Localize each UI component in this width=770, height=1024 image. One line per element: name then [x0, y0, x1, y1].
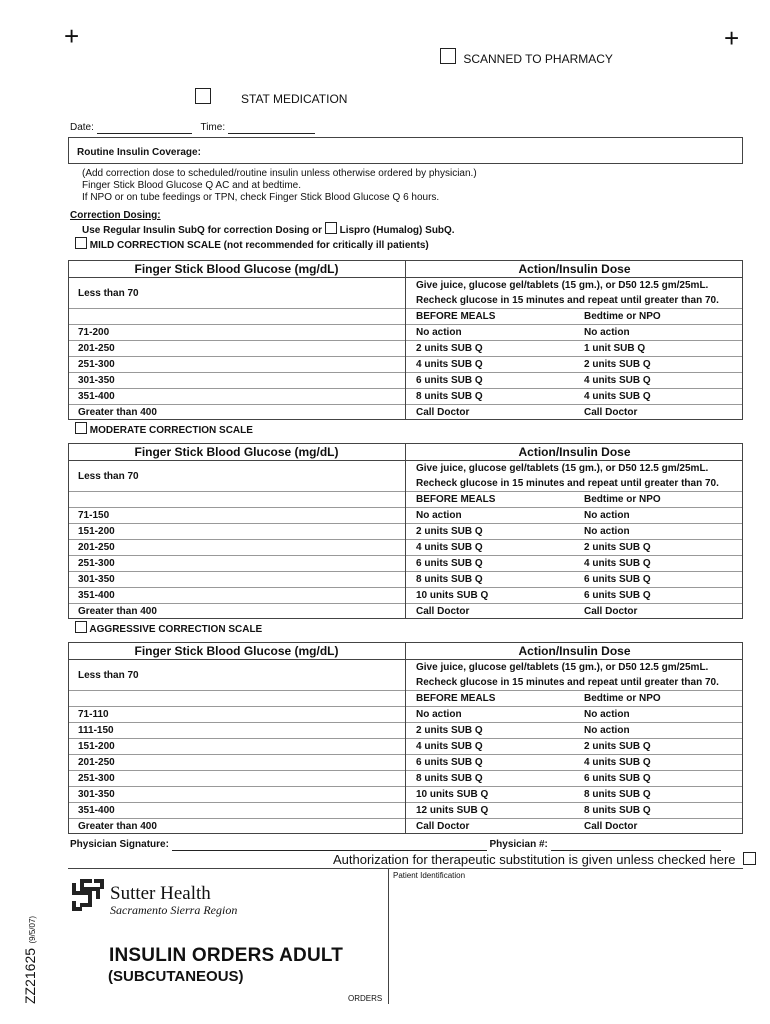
glucose-range-cell: Greater than 400	[68, 405, 406, 421]
table-row	[68, 389, 743, 405]
physician-number-label: Physician #:	[489, 839, 548, 850]
moderate-scale-option	[75, 422, 253, 436]
bedtime-dose-cell: 4 units SUB Q	[574, 389, 743, 405]
less-than-70-cell: Less than 70	[68, 461, 406, 492]
aggressive-label: AGGRESSIVE CORRECTION SCALE	[89, 624, 263, 635]
registration-mark-right: +	[724, 23, 740, 53]
before-meals-dose-cell: Call Doctor	[406, 604, 575, 620]
before-meals-dose-cell: No action	[406, 707, 575, 723]
glucose-range-cell: 251-300	[68, 771, 406, 787]
routine-instructions	[82, 168, 477, 204]
bedtime-dose-cell: 8 units SUB Q	[574, 803, 743, 819]
signature-label: Physician Signature:	[70, 839, 169, 850]
glucose-range-cell: 251-300	[68, 357, 406, 373]
bedtime-dose-cell: No action	[574, 508, 743, 524]
routine-coverage-title: Routine Insulin Coverage:	[77, 147, 201, 158]
col-action-header: Action/Insulin Dose	[406, 260, 744, 278]
glucose-range-cell: 201-250	[68, 341, 406, 357]
before-meals-header: BEFORE MEALS	[406, 309, 575, 325]
form-code: ZZ21625	[22, 947, 38, 1004]
table-row	[68, 540, 743, 556]
col-glucose-header: Finger Stick Blood Glucose (mg/dL)	[68, 260, 406, 278]
scanned-checkbox[interactable]	[440, 48, 456, 64]
glucose-range-cell: 71-150	[68, 508, 406, 524]
before-meals-dose-cell: 10 units SUB Q	[406, 588, 575, 604]
routine-line-2: Finger Stick Blood Glucose Q AC and at bedtime.	[82, 180, 301, 191]
before-meals-dose-cell: 4 units SUB Q	[406, 739, 575, 755]
form-title: INSULIN ORDERS ADULT	[109, 945, 344, 966]
blank-cell	[68, 492, 406, 508]
lispro-checkbox[interactable]	[325, 222, 337, 234]
bedtime-dose-cell: Call Doctor	[574, 405, 743, 421]
correction-instruction-b: Lispro (Humalog) SubQ.	[339, 225, 455, 236]
col-glucose-header: Finger Stick Blood Glucose (mg/dL)	[68, 443, 406, 461]
table-row	[68, 556, 743, 572]
date-field[interactable]	[97, 122, 192, 134]
correction-dosing-title: Correction Dosing:	[70, 210, 161, 221]
patient-identification-label: Patient Identification	[393, 871, 466, 880]
table-row	[68, 819, 743, 835]
before-meals-dose-cell: 8 units SUB Q	[406, 771, 575, 787]
correction-instruction-a: Use Regular Insulin SubQ for correction Dosing or	[82, 225, 323, 236]
aggressive-checkbox[interactable]	[75, 621, 87, 633]
glucose-range-cell: 151-200	[68, 524, 406, 540]
mild-scale-table	[68, 260, 743, 420]
bedtime-dose-cell: 8 units SUB Q	[574, 787, 743, 803]
before-meals-dose-cell: 6 units SUB Q	[406, 755, 575, 771]
registration-mark-left: +	[64, 21, 80, 51]
glucose-range-cell: 301-350	[68, 373, 406, 389]
routine-line-1: (Add correction dose to scheduled/routine insulin unless otherwise ordered by physician.)	[82, 168, 477, 179]
glucose-range-cell: 201-250	[68, 755, 406, 771]
table-row	[68, 771, 743, 787]
bedtime-dose-cell: No action	[574, 325, 743, 341]
bedtime-dose-cell: 6 units SUB Q	[574, 572, 743, 588]
before-meals-dose-cell: Call Doctor	[406, 405, 575, 421]
table-row	[68, 723, 743, 739]
bedtime-npo-header: Bedtime or NPO	[574, 309, 743, 325]
bedtime-dose-cell: 4 units SUB Q	[574, 373, 743, 389]
table-row	[68, 588, 743, 604]
glucose-range-cell: 351-400	[68, 803, 406, 819]
mild-scale-option	[75, 237, 429, 251]
signature-row	[70, 839, 721, 851]
before-meals-dose-cell: 2 units SUB Q	[406, 341, 575, 357]
orders-label: ORDERS	[348, 994, 383, 1003]
time-label: Time:	[200, 122, 226, 133]
glucose-range-cell: 201-250	[68, 540, 406, 556]
authorization-text: Authorization for therapeutic substitution is given unless checked here	[333, 852, 736, 867]
table-row	[68, 803, 743, 819]
footer-vertical-divider	[388, 868, 389, 1004]
table-row	[68, 373, 743, 389]
table-row	[68, 508, 743, 524]
aggressive-scale-table	[68, 642, 743, 834]
less-than-70-cell: Less than 70	[68, 278, 406, 309]
glucose-range-cell: 351-400	[68, 588, 406, 604]
before-meals-dose-cell: 4 units SUB Q	[406, 357, 575, 373]
col-action-header: Action/Insulin Dose	[406, 642, 744, 660]
bedtime-dose-cell: 2 units SUB Q	[574, 357, 743, 373]
glucose-range-cell: 351-400	[68, 389, 406, 405]
table-row	[68, 325, 743, 341]
blank-cell	[68, 691, 406, 707]
physician-number-field[interactable]	[551, 839, 721, 851]
table-row	[68, 604, 743, 620]
glucose-range-cell: 251-300	[68, 556, 406, 572]
glucose-range-cell: 301-350	[68, 787, 406, 803]
before-meals-dose-cell: Call Doctor	[406, 819, 575, 835]
before-meals-dose-cell: No action	[406, 508, 575, 524]
blank-cell	[68, 309, 406, 325]
table-row	[68, 739, 743, 755]
bedtime-dose-cell: 4 units SUB Q	[574, 556, 743, 572]
before-meals-dose-cell: 8 units SUB Q	[406, 389, 575, 405]
before-meals-header: BEFORE MEALS	[406, 492, 575, 508]
glucose-range-cell: 301-350	[68, 572, 406, 588]
before-meals-dose-cell: 6 units SUB Q	[406, 373, 575, 389]
glucose-range-cell: Greater than 400	[68, 604, 406, 620]
bedtime-dose-cell: Call Doctor	[574, 604, 743, 620]
table-row	[68, 524, 743, 540]
less-than-70-cell: Less than 70	[68, 660, 406, 691]
signature-field[interactable]	[172, 839, 487, 851]
table-row	[68, 572, 743, 588]
glucose-range-cell: 71-110	[68, 707, 406, 723]
bedtime-dose-cell: 2 units SUB Q	[574, 540, 743, 556]
bedtime-npo-header: Bedtime or NPO	[574, 492, 743, 508]
bedtime-dose-cell: 4 units SUB Q	[574, 755, 743, 771]
glucose-range-cell: 151-200	[68, 739, 406, 755]
glucose-range-cell: 111-150	[68, 723, 406, 739]
before-meals-dose-cell: 2 units SUB Q	[406, 524, 575, 540]
form-code-vertical	[22, 914, 40, 1004]
authorization-checkbox[interactable]	[743, 852, 756, 865]
bedtime-dose-cell: 6 units SUB Q	[574, 771, 743, 787]
table-row	[68, 707, 743, 723]
routine-coverage-box[interactable]	[68, 137, 743, 164]
scanned-label: SCANNED TO PHARMACY	[463, 52, 613, 66]
moderate-checkbox[interactable]	[75, 422, 87, 434]
routine-line-3: If NPO or on tube feedings or TPN, check Finger Stick Blood Glucose Q 6 hours.	[82, 192, 440, 203]
hypoglycemia-line-1: Give juice, glucose gel/tablets (15 gm.), or D50 12.5 gm/25mL.	[416, 280, 709, 291]
footer-divider	[68, 868, 743, 869]
form-date: (9/5/07)	[28, 915, 37, 944]
scanned-to-pharmacy	[440, 48, 613, 66]
aggressive-scale-option	[75, 621, 262, 635]
before-meals-dose-cell: No action	[406, 325, 575, 341]
logo-region: Sacramento Sierra Region	[110, 903, 238, 917]
logo-name: Sutter Health	[110, 883, 211, 904]
before-meals-dose-cell: 4 units SUB Q	[406, 540, 575, 556]
bedtime-dose-cell: 6 units SUB Q	[574, 588, 743, 604]
before-meals-dose-cell: 6 units SUB Q	[406, 556, 575, 572]
date-label: Date:	[70, 122, 94, 133]
bedtime-dose-cell: No action	[574, 723, 743, 739]
col-glucose-header: Finger Stick Blood Glucose (mg/dL)	[68, 642, 406, 660]
hypoglycemia-line-1: Give juice, glucose gel/tablets (15 gm.), or D50 12.5 gm/25mL.	[416, 463, 709, 474]
correction-instruction	[82, 222, 455, 236]
moderate-scale-table	[68, 443, 743, 619]
form-subtitle: (SUBCUTANEOUS)	[108, 968, 244, 985]
time-field[interactable]	[228, 122, 315, 134]
glucose-range-cell: Greater than 400	[68, 819, 406, 835]
mild-label: MILD CORRECTION SCALE (not recommended for critically ill patients)	[89, 240, 429, 251]
date-time-row	[70, 122, 315, 134]
glucose-range-cell: 71-200	[68, 325, 406, 341]
bedtime-dose-cell: 2 units SUB Q	[574, 739, 743, 755]
before-meals-header: BEFORE MEALS	[406, 691, 575, 707]
table-row	[68, 357, 743, 373]
col-action-header: Action/Insulin Dose	[406, 443, 744, 461]
mild-checkbox[interactable]	[75, 237, 87, 249]
hypoglycemia-line-2: Recheck glucose in 15 minutes and repeat until greater than 70.	[416, 478, 719, 489]
before-meals-dose-cell: 2 units SUB Q	[406, 723, 575, 739]
moderate-label: MODERATE CORRECTION SCALE	[89, 425, 253, 436]
before-meals-dose-cell: 8 units SUB Q	[406, 572, 575, 588]
before-meals-dose-cell: 12 units SUB Q	[406, 803, 575, 819]
authorization-row	[333, 852, 756, 867]
stat-checkbox[interactable]	[195, 88, 211, 108]
bedtime-dose-cell: No action	[574, 524, 743, 540]
bedtime-dose-cell: Call Doctor	[574, 819, 743, 835]
stat-label: STAT MEDICATION	[241, 92, 348, 106]
table-row	[68, 787, 743, 803]
bedtime-dose-cell: No action	[574, 707, 743, 723]
before-meals-dose-cell: 10 units SUB Q	[406, 787, 575, 803]
table-row	[68, 755, 743, 771]
table-row	[68, 341, 743, 357]
hypoglycemia-line-2: Recheck glucose in 15 minutes and repeat until greater than 70.	[416, 677, 719, 688]
bedtime-npo-header: Bedtime or NPO	[574, 691, 743, 707]
sutter-health-logo-icon	[70, 877, 106, 913]
hypoglycemia-line-1: Give juice, glucose gel/tablets (15 gm.), or D50 12.5 gm/25mL.	[416, 662, 709, 673]
bedtime-dose-cell: 1 unit SUB Q	[574, 341, 743, 357]
table-row	[68, 405, 743, 421]
hypoglycemia-line-2: Recheck glucose in 15 minutes and repeat until greater than 70.	[416, 295, 719, 306]
